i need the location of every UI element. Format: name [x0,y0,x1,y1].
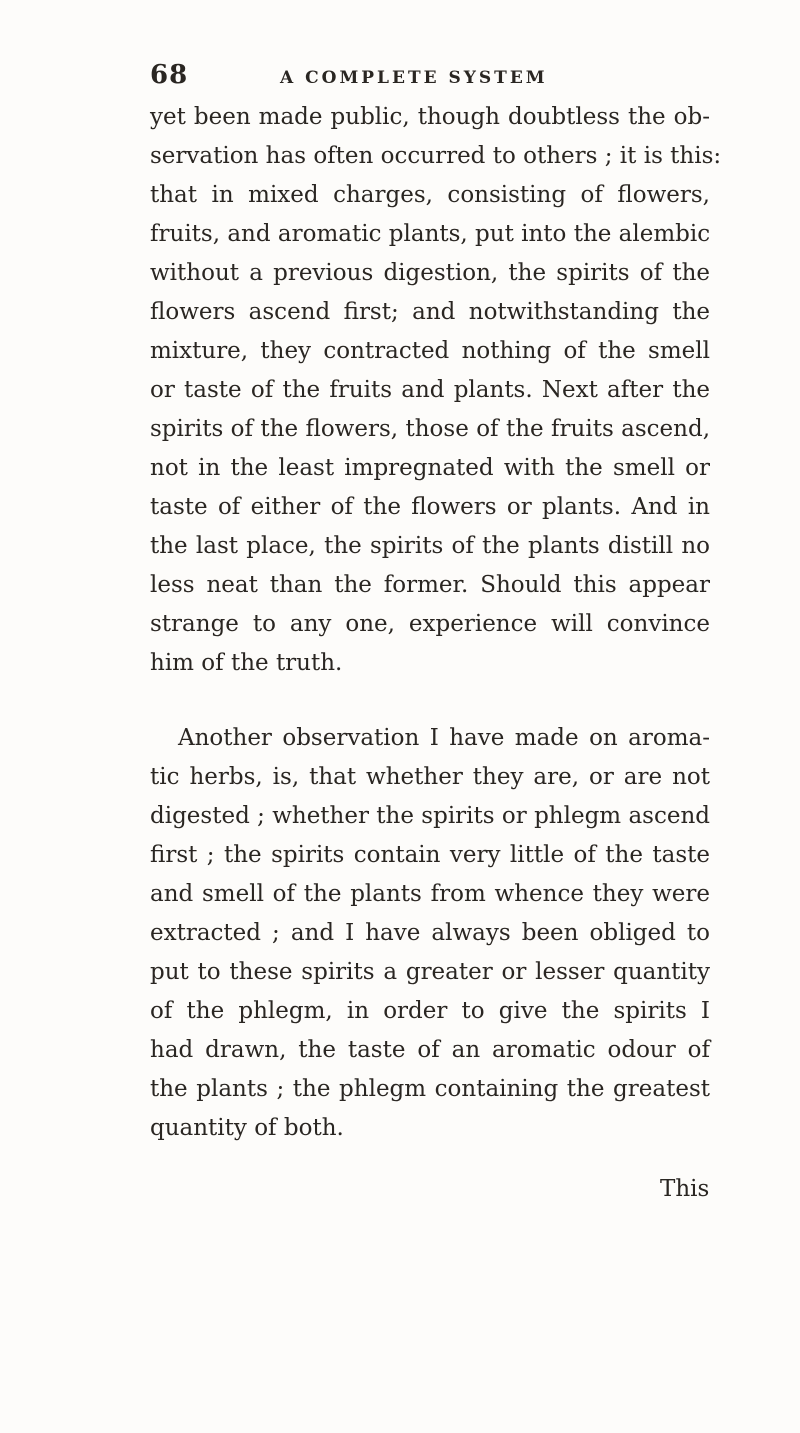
text-line: taste of either of the flowers or plants. And in [150,494,710,520]
text-line: digested ; whether the spirits or phlegm ascend [150,803,710,829]
text-line: strange to any one, experience will convince [150,611,710,637]
page-header [150,60,710,94]
body-text [150,98,722,1148]
text-line: not in the least impregnated with the smell or [150,455,710,481]
text-line: fruits, and aromatic plants, put into the alembic [150,221,711,247]
text-line: mixture, they contracted nothing of the smell [150,338,710,364]
text-line: him of the truth. [150,650,343,676]
text-line: quantity of both. [150,1115,344,1141]
text-line: Another observation I have made on aroma- [178,725,710,751]
text-line: of the phlegm, in order to give the spirits I [150,998,710,1024]
text-line: and smell of the plants from whence they were [150,881,710,907]
text-line: or taste of the fruits and plants. Next after the [150,377,710,403]
running-head: A COMPLETE SYSTEM [280,68,548,88]
text-line: extracted ; and I have always been obliged to [150,920,710,946]
paragraph-1 [150,98,722,683]
text-line: first ; the spirits contain very little of the taste [150,842,710,868]
text-line: yet been made public, though doubtless the ob- [150,104,710,130]
text-line: less neat than the former. Should this appear [150,572,710,598]
text-line: put to these spirits a greater or lesser quantity [150,959,710,985]
text-line: the plants ; the phlegm containing the greatest [150,1076,710,1102]
text-line: that in mixed charges, consisting of flowers, [150,182,710,208]
text-line: flowers ascend first; and notwithstanding the [150,299,710,325]
paragraph-2 [150,719,710,1148]
catchword: This [660,1176,710,1202]
paragraph-spacer [150,683,710,719]
text-line: without a previous digestion, the spirits of the [150,260,710,286]
text-line: the last place, the spirits of the plants distill no [150,533,710,559]
page-number: 68 [150,60,189,90]
text-line: tic herbs, is, that whether they are, or are not [150,764,710,790]
text-line: spirits of the flowers, those of the fruits ascend, [150,416,710,442]
text-line: servation has often occurred to others ; it is this: [150,143,722,169]
text-line: had drawn, the taste of an aromatic odour of [150,1037,710,1063]
